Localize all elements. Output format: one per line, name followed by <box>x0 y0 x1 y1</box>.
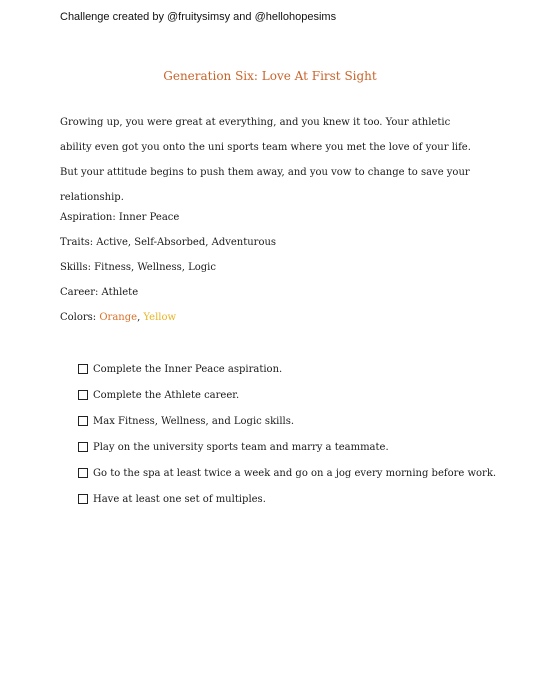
checklist-item <box>78 486 496 512</box>
checklist-item-text: Go to the spa at least twice a week and go on a jog every morning before work. <box>93 467 497 479</box>
checkbox[interactable] <box>78 442 88 452</box>
color-yellow: Yellow <box>143 312 177 323</box>
aspiration-line: Aspiration: Inner Peace <box>60 212 180 223</box>
checklist-item <box>78 434 496 460</box>
color-separator: , <box>137 312 144 323</box>
checkbox[interactable] <box>78 416 88 426</box>
checklist-item <box>78 356 496 382</box>
checklist-item-text: Have at least one set of multiples. <box>93 493 266 505</box>
intro-paragraph: Growing up, you were great at everything, and you knew it too. Your athletic ability even got you onto the uni sports team where you met the love of your life. But your attitude begins to push them away, and you vow to change to save your relationship. <box>60 117 471 203</box>
checklist-item <box>78 382 496 408</box>
checkbox[interactable] <box>78 468 88 478</box>
checkbox[interactable] <box>78 494 88 504</box>
stats-block <box>60 205 276 330</box>
generation-title: Generation Six: Love At First Sight <box>163 69 377 83</box>
skills-line: Skills: Fitness, Wellness, Logic <box>60 262 216 273</box>
challenge-credit: Challenge created by @fruitysimsy and @hellohopesims <box>60 11 337 23</box>
checklist-item-text: Max Fitness, Wellness, and Logic skills. <box>93 415 295 427</box>
traits-line: Traits: Active, Self-Absorbed, Adventurous <box>60 237 277 248</box>
checkbox[interactable] <box>78 364 88 374</box>
checklist-item-text: Complete the Inner Peace aspiration. <box>93 363 283 375</box>
goals-checklist <box>78 356 496 512</box>
checklist-item <box>78 460 496 486</box>
checklist-item <box>78 408 496 434</box>
color-orange: Orange <box>99 312 138 323</box>
checkbox[interactable] <box>78 390 88 400</box>
colors-line <box>60 305 276 330</box>
checklist-item-text: Play on the university sports team and marry a teammate. <box>93 441 389 453</box>
colors-label: Colors: <box>60 312 100 323</box>
career-line: Career: Athlete <box>60 287 139 298</box>
checklist-item-text: Complete the Athlete career. <box>93 389 240 401</box>
